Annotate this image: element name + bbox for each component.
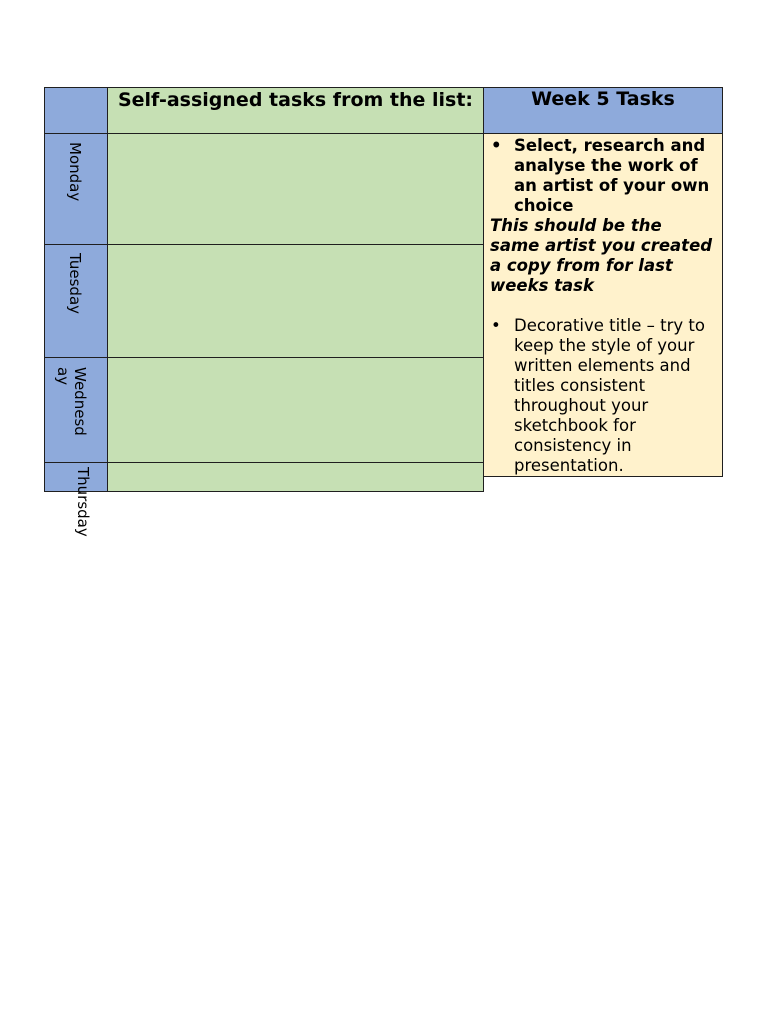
task-entry-monday [107, 133, 484, 245]
task-bullet [490, 136, 714, 216]
day-label: Thursday [74, 467, 92, 537]
task-entry-tuesday [107, 244, 484, 358]
week-5-task-table [44, 87, 723, 537]
week-tasks-header: Week 5 Tasks [483, 87, 723, 134]
day-cell-thursday [44, 462, 108, 537]
task-bullet [490, 316, 714, 476]
day-label: Wednesday [54, 367, 89, 436]
day-cell-wednesday [44, 357, 108, 463]
task-text: Decorative title – try to keep the style of your written elements and titles consistent throughout your sketchbook for consistency in presentation. [514, 316, 705, 475]
day-cell-monday [44, 133, 108, 245]
bullet-icon: • [491, 316, 501, 335]
day-label: Tuesday [66, 253, 84, 315]
task-text: Select, research and analyse the work of an artist of your own choice [514, 136, 710, 215]
corner-cell [44, 87, 108, 134]
week-tasks-cell [483, 133, 723, 477]
day-label: Monday [66, 142, 84, 202]
bullet-icon: • [491, 136, 502, 155]
day-cell-tuesday [44, 244, 108, 358]
task-note: This should be the same artist you created a copy from for last weeks task [490, 216, 713, 295]
task-entry-thursday [107, 462, 484, 492]
task-entry-wednesday [107, 357, 484, 463]
self-assigned-tasks-header: Self-assigned tasks from the list: [107, 87, 484, 134]
